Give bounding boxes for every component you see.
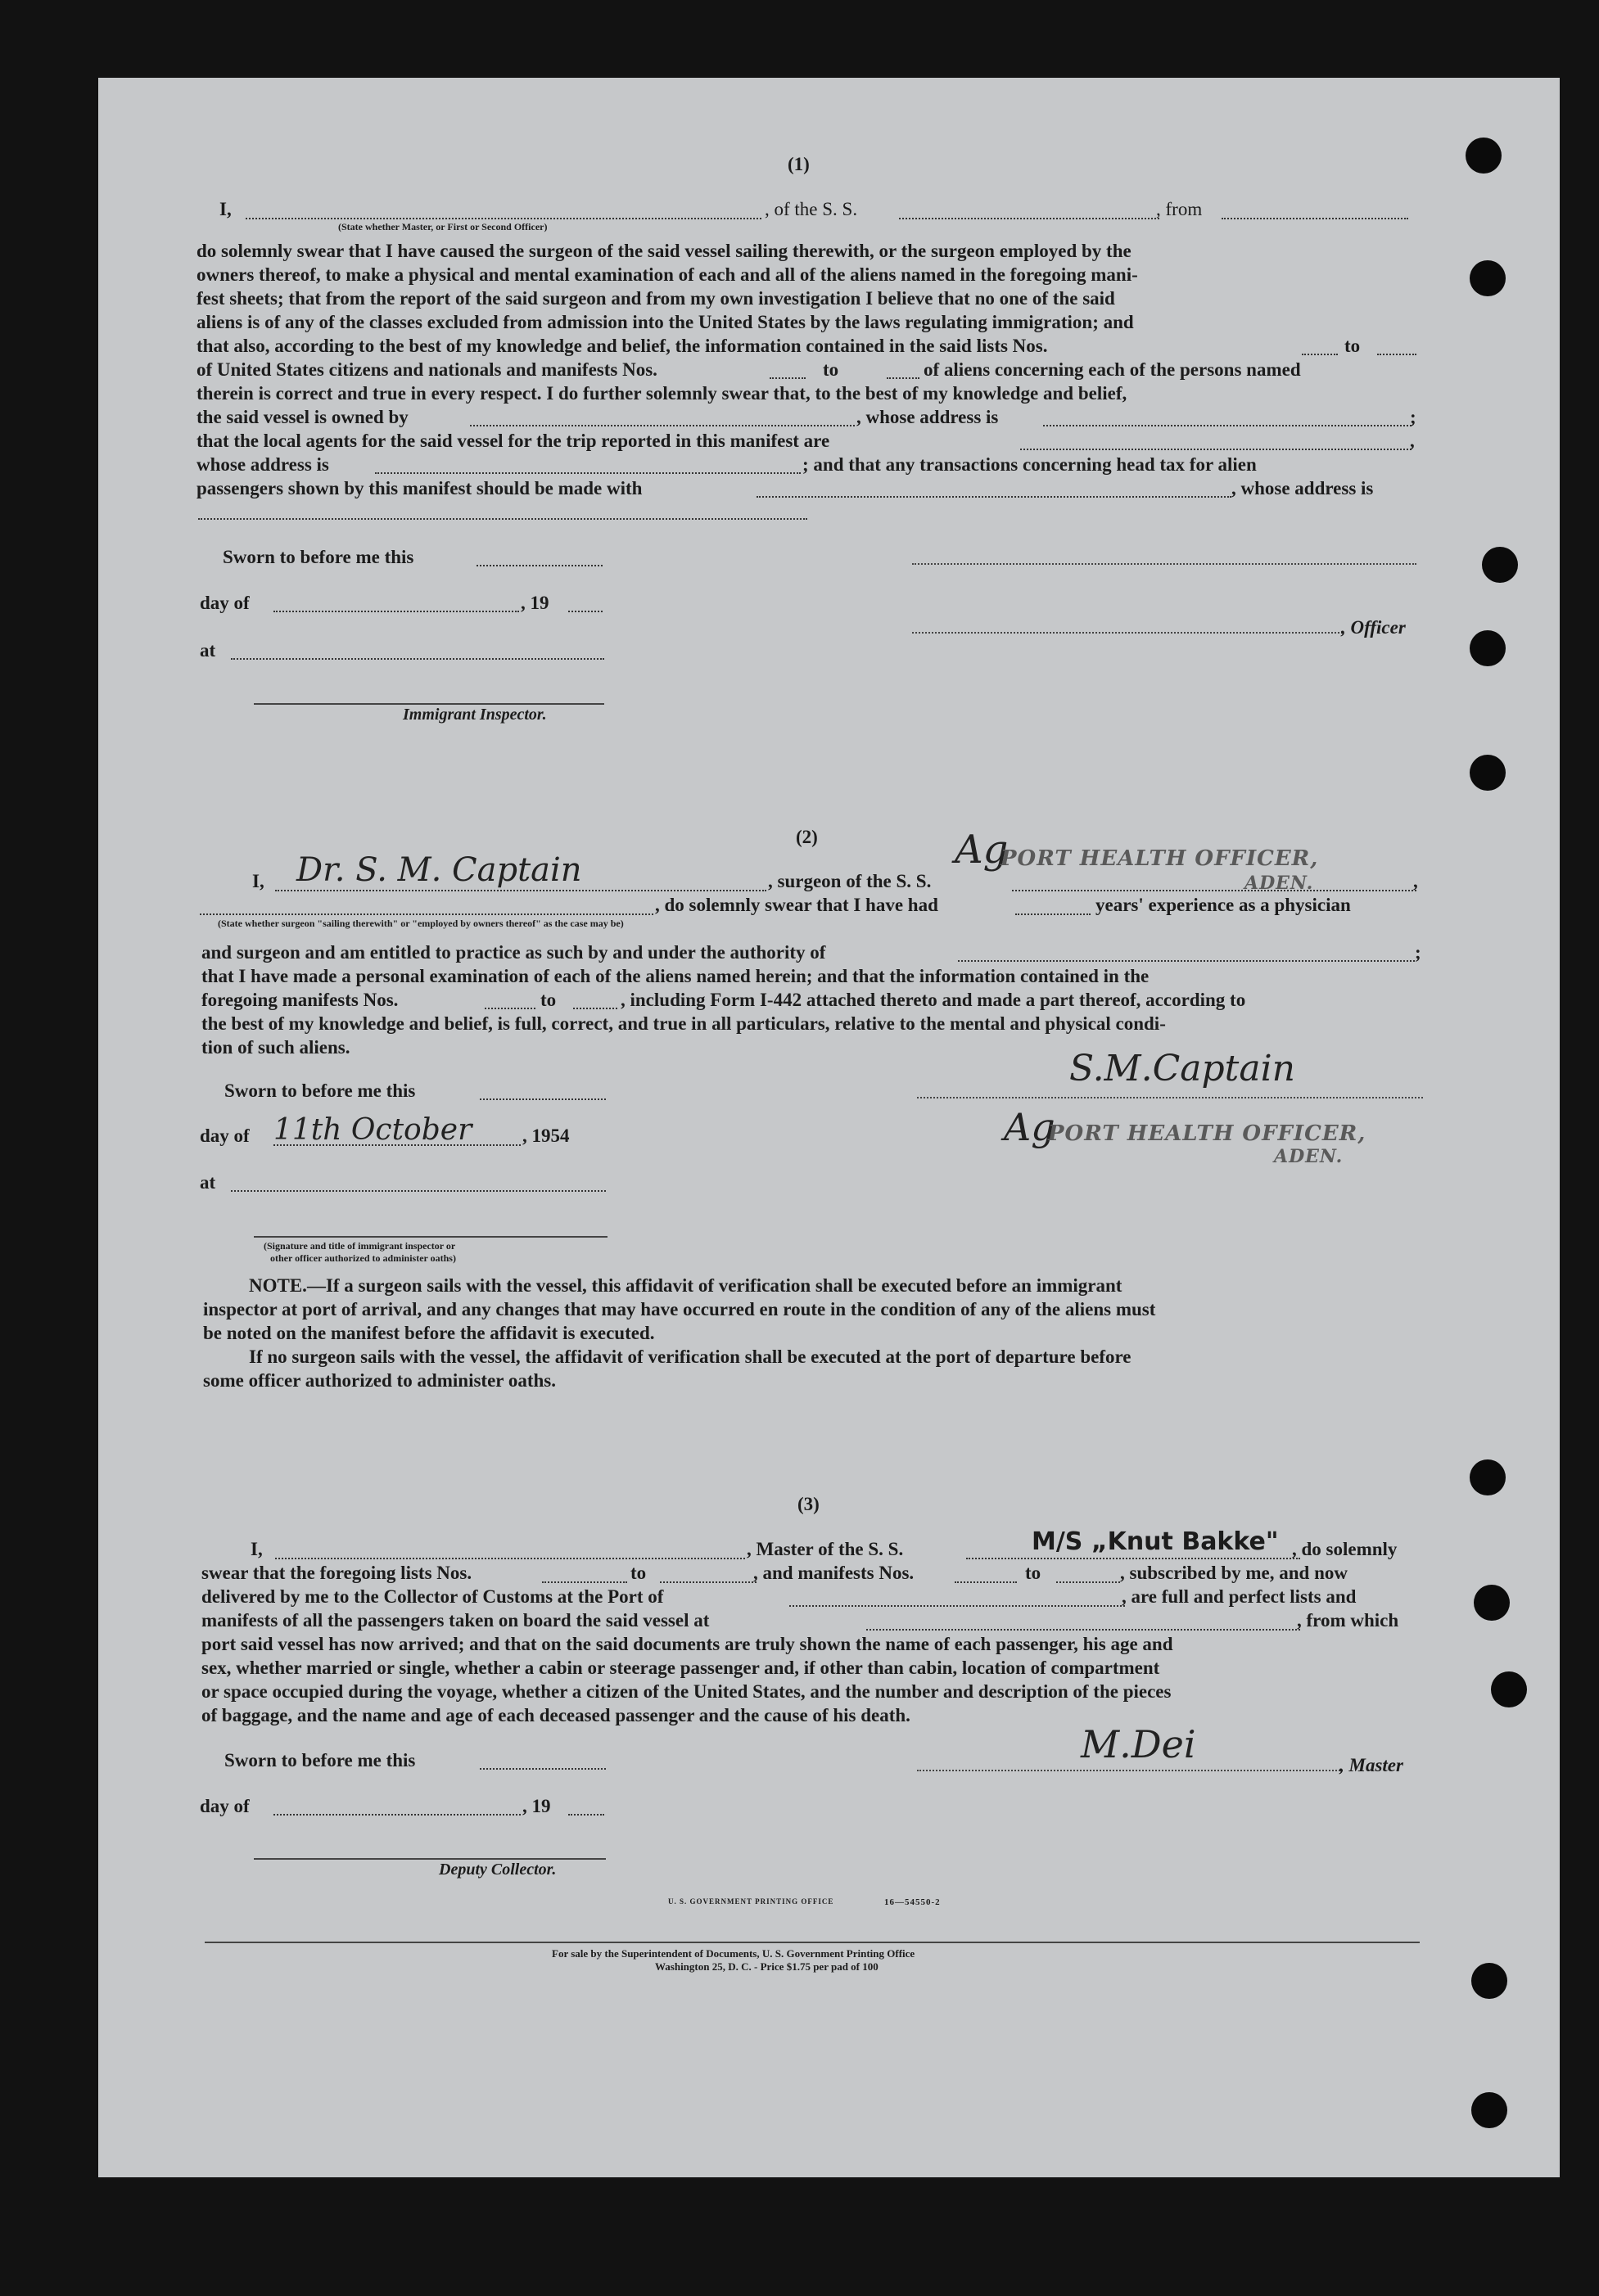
port-label: delivered by me to the Collector of Customs at the Port of xyxy=(201,1586,664,1607)
sworn-field[interactable] xyxy=(477,565,603,566)
footer-rule xyxy=(205,1942,1420,1943)
note-line-1: NOTE.—If a surgeon sails with the vessel, this affidavit of verification shall be executed before an immigrant xyxy=(249,1275,1122,1296)
lists-to-field[interactable] xyxy=(1377,354,1416,355)
of-ss-label: , of the S. S. xyxy=(765,199,858,219)
year-label: , 1954 xyxy=(522,1125,570,1146)
years-field[interactable] xyxy=(1015,913,1091,915)
section1-line: therein is correct and true in every respect. I do further solemnly swear that, to the best of my knowledge and belief, xyxy=(196,383,1127,404)
years-label: years' experience as a physician xyxy=(1095,895,1351,915)
section1-line: of United States citizens and nationals and manifests Nos. xyxy=(196,359,657,380)
stamp-aden: ADEN. xyxy=(1274,1146,1344,1167)
lists-from-field[interactable] xyxy=(542,1581,627,1583)
stamp-port-health-officer: PORT HEALTH OFFICER, xyxy=(1048,1121,1366,1146)
note-label: NOTE. xyxy=(249,1275,307,1296)
sworn-field[interactable] xyxy=(480,1098,606,1100)
day-field[interactable] xyxy=(273,611,519,612)
binder-hole xyxy=(1471,1963,1507,1999)
aliens-concerning-label: of aliens concerning each of the persons named xyxy=(924,359,1301,380)
gpo-imprint: U. S. GOVERNMENT PRINTING OFFICE xyxy=(668,1897,834,1906)
do-swear-label: , do solemnly swear that I have had xyxy=(655,895,938,915)
form-number: 16—54550-2 xyxy=(884,1897,941,1907)
year-label: , 19 xyxy=(521,593,549,613)
section3-line: of baggage, and the name and age of each deceased passenger and the cause of his death. xyxy=(201,1705,910,1725)
day-of-label: day of xyxy=(200,1796,250,1816)
signature-note: (Signature and title of immigrant inspector or xyxy=(264,1240,456,1252)
section3-line: sex, whether married or single, whether a cabin or steerage passenger and, if other than cabin, location of compartment xyxy=(201,1658,1160,1678)
whose-address-label: , whose address is xyxy=(1231,478,1374,498)
section1-line: that also, according to the best of my knowledge and belief, the information contained in the said lists Nos. xyxy=(196,336,1048,356)
section1-line: do solemnly swear that I have caused the surgeon of the said vessel sailing therewith, or the surgeon employed by the xyxy=(196,241,1131,261)
section1-line: passengers shown by this manifest should be made with xyxy=(196,478,643,498)
at-field[interactable] xyxy=(231,1190,606,1192)
lists-label: swear that the foregoing lists Nos. xyxy=(201,1563,472,1583)
manifests-from-field[interactable] xyxy=(955,1581,1017,1583)
surgeon-name-handwritten: Dr. S. M. Captain xyxy=(296,851,582,889)
collector-line[interactable] xyxy=(254,1858,606,1860)
surgeon-name-field[interactable] xyxy=(275,890,766,891)
agents-address-field[interactable] xyxy=(375,472,801,474)
sworn-field[interactable] xyxy=(480,1768,606,1770)
binder-hole xyxy=(1474,1585,1510,1621)
manifests-to-field[interactable] xyxy=(887,377,919,379)
binder-hole xyxy=(1470,1459,1506,1495)
section-number-1: (1) xyxy=(788,154,810,174)
at-label: at xyxy=(200,1172,216,1193)
day-of-label: day of xyxy=(200,593,250,613)
officer-field[interactable] xyxy=(246,218,761,219)
oath-i: I, xyxy=(219,199,232,219)
inspector-line[interactable] xyxy=(254,703,604,705)
taken-on-board-label: manifests of all the passengers taken on board the said vessel at xyxy=(201,1610,710,1631)
surgeon-type-field[interactable] xyxy=(200,913,653,915)
section2-line: and surgeon and am entitled to practice as such by and under the authority of xyxy=(201,942,826,963)
surgeon-vessel-field[interactable] xyxy=(1012,890,1416,891)
sworn-label: Sworn to before me this xyxy=(223,547,414,567)
master-name-field[interactable] xyxy=(275,1558,745,1559)
officer-signature-line[interactable] xyxy=(912,563,1416,565)
section1-line: owners thereof, to make a physical and mental examination of each and all of the aliens named in the foregoing mani- xyxy=(196,264,1138,285)
lists-to-field[interactable] xyxy=(660,1581,757,1583)
oath-i: I, xyxy=(251,1539,263,1559)
owner-field[interactable] xyxy=(470,425,855,426)
head-tax-label: ; and that any transactions concerning head tax for alien xyxy=(802,454,1257,475)
manifests-to-field[interactable] xyxy=(573,1008,617,1009)
oath-officer-line[interactable] xyxy=(254,1236,608,1238)
to-label: to xyxy=(1025,1563,1041,1583)
stamp-initials: Ag xyxy=(1004,1105,1055,1149)
binder-hole xyxy=(1470,630,1506,666)
master-signature-line[interactable] xyxy=(917,1770,1343,1771)
to-label: to xyxy=(823,359,839,380)
section1-line: aliens is of any of the classes excluded from admission into the United States by the laws regulating immigration; and xyxy=(196,312,1134,332)
day-field[interactable] xyxy=(273,1814,521,1816)
note-line: be noted on the manifest before the affidavit is executed. xyxy=(203,1323,655,1343)
section2-line: tion of such aliens. xyxy=(201,1037,350,1058)
section3-line: or space occupied during the voyage, whether a citizen of the United States, and the number and description of the pieces xyxy=(201,1681,1172,1702)
perfect-lists-label: , are full and perfect lists and xyxy=(1122,1586,1357,1607)
at-label: at xyxy=(200,640,216,661)
section2-line: foregoing manifests Nos. xyxy=(201,990,399,1010)
head-tax-party-field[interactable] xyxy=(757,496,1231,498)
vessel-name-stamp: M/S „Knut Bakke" xyxy=(1032,1527,1279,1556)
signature-note: other officer authorized to administer oaths) xyxy=(270,1252,456,1264)
manifests-from-field[interactable] xyxy=(770,377,806,379)
collector-label: Deputy Collector. xyxy=(439,1861,557,1879)
to-label: to xyxy=(540,990,557,1010)
to-label: to xyxy=(1344,336,1361,356)
section2-line: the best of my knowledge and belief, is full, correct, and true in all particulars, relative to the mental and physical condi- xyxy=(201,1013,1166,1034)
subscribed-label: , subscribed by me, and now xyxy=(1120,1563,1348,1583)
sworn-label: Sworn to before me this xyxy=(224,1080,416,1101)
owner-address-field[interactable] xyxy=(1043,425,1412,426)
surgeon-signature: S.M.Captain xyxy=(1069,1048,1295,1089)
surgeon-of-label: , surgeon of the S. S. xyxy=(768,871,932,891)
section-number-2: (2) xyxy=(796,827,818,847)
sale-notice: Washington 25, D. C. - Price $1.75 per pad of 100 xyxy=(655,1960,879,1973)
section-number-3: (3) xyxy=(797,1494,820,1514)
lists-from-field[interactable] xyxy=(1302,354,1338,355)
binder-hole xyxy=(1482,547,1518,583)
officer-title-line[interactable] xyxy=(912,632,1343,634)
note-line: some officer authorized to administer oaths. xyxy=(203,1370,556,1391)
at-field[interactable] xyxy=(231,658,604,660)
section1-line: the said vessel is owned by xyxy=(196,407,409,427)
stamp-initials: Ag xyxy=(955,827,1009,873)
section3-line: port said vessel has now arrived; and that on the said documents are truly shown the name of each passenger, his age and xyxy=(201,1634,1173,1654)
section1-line: whose address is xyxy=(196,454,329,475)
year-label: , 19 xyxy=(522,1796,551,1816)
binder-hole xyxy=(1466,138,1502,174)
sale-notice: For sale by the Superintendent of Documents, U. S. Government Printing Office xyxy=(552,1947,915,1960)
section1-line: fest sheets; that from the report of the said surgeon and from my own investigation I believe that no one of the said xyxy=(196,288,1115,309)
note-line: If no surgeon sails with the vessel, the affidavit of verification shall be executed at the port of departure before xyxy=(249,1346,1131,1367)
stamp-port-health-officer: PORT HEALTH OFFICER, xyxy=(1001,846,1319,871)
section1-line: that the local agents for the said vessel for the trip reported in this manifest are xyxy=(196,431,830,451)
and-manifests-label: , and manifests Nos. xyxy=(753,1563,915,1583)
section2-line: that I have made a personal examination of each of the aliens named herein; and that the information contained in the xyxy=(201,966,1150,986)
embarkation-port-field[interactable] xyxy=(866,1629,1300,1631)
officer-note: (State whether Master, or First or Second Officer) xyxy=(338,221,548,232)
whose-address-label: , whose address is xyxy=(856,407,999,427)
stamp-aden: ADEN. xyxy=(1244,873,1314,894)
surgeon-signature-line[interactable] xyxy=(917,1097,1423,1098)
master-vessel-field[interactable] xyxy=(966,1558,1300,1559)
officer-label: , Officer xyxy=(1341,617,1406,638)
from-label: , from xyxy=(1156,199,1203,219)
agents-field[interactable] xyxy=(1020,449,1412,450)
note-line: inspector at port of arrival, and any changes that may have occurred en route in the condition of any of the aliens must xyxy=(203,1299,1156,1319)
binder-hole xyxy=(1471,2092,1507,2128)
master-signature: M.Dei xyxy=(1081,1722,1196,1766)
year-field[interactable] xyxy=(568,611,603,612)
surgeon-note: (State whether surgeon "sailing therewith" or "employed by owners thereof" as the case may be) xyxy=(218,918,624,929)
date-handwritten: 11th October xyxy=(273,1113,472,1147)
including-label: , including Form I-442 attached thereto and made a part thereof, according to xyxy=(621,990,1246,1010)
sworn-label: Sworn to before me this xyxy=(224,1750,416,1770)
vessel-field[interactable] xyxy=(899,218,1159,219)
inspector-label: Immigrant Inspector. xyxy=(403,706,547,724)
port-field[interactable] xyxy=(789,1605,1125,1607)
oath-i: I, xyxy=(252,871,264,891)
from-which-label: , from which xyxy=(1297,1610,1399,1631)
master-label: , Master xyxy=(1339,1755,1403,1775)
from-field[interactable] xyxy=(1222,218,1408,219)
binder-hole xyxy=(1470,755,1506,791)
to-label: to xyxy=(630,1563,647,1583)
master-of-label: , Master of the S. S. xyxy=(747,1539,904,1559)
solemnly-label: , do solemnly xyxy=(1292,1539,1398,1559)
manifests-to-field[interactable] xyxy=(1056,1581,1120,1583)
manifests-from-field[interactable] xyxy=(485,1008,535,1009)
binder-hole xyxy=(1491,1671,1527,1707)
head-tax-address-field[interactable] xyxy=(198,518,807,520)
authority-field[interactable] xyxy=(958,960,1415,962)
day-field[interactable] xyxy=(273,1144,521,1146)
binder-hole xyxy=(1470,260,1506,296)
day-of-label: day of xyxy=(200,1125,250,1146)
year-field[interactable] xyxy=(568,1814,604,1816)
